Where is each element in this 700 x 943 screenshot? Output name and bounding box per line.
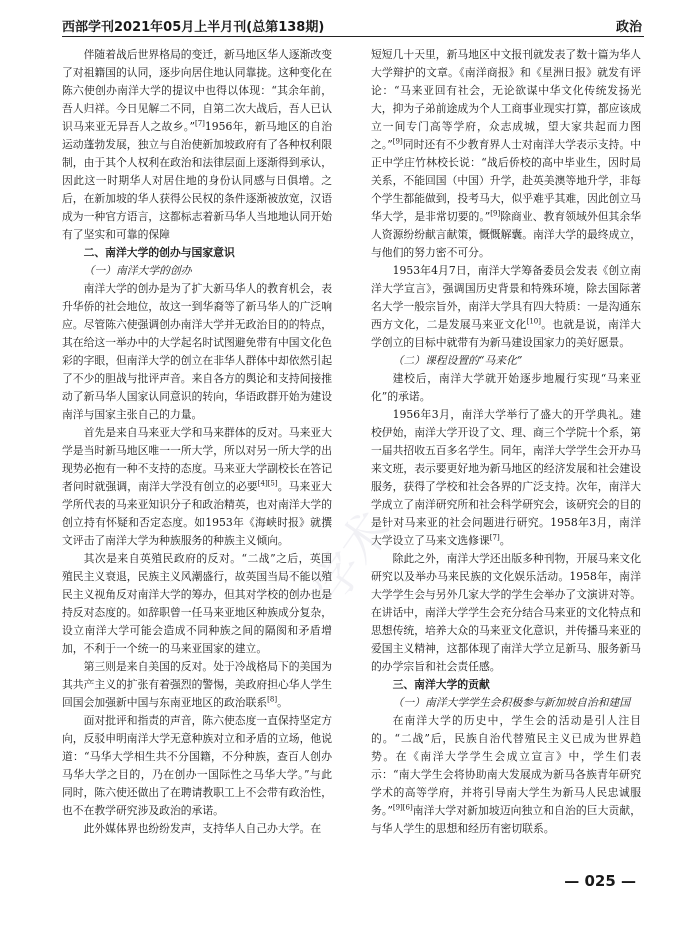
paragraph: 首先是来自马来亚大学和马来群体的反对。马来亚大学是当时新马地区唯一一所大学，所以对另一所大学的出现势必抱有一种不支持的态度。马来亚大学副校长在答记者问时就强调，南洋大学没有创立的必要[4][5]。马来亚大学所代表的马来亚知识分子和政治精英，也对南洋大学的创立持有怀疑和否定态度。如1953年《海峡时报》就撰文评击了南洋大学为种族服务的种族主义倾向。 (62, 426, 333, 547)
subsection-heading: （一）南洋大学的创办 (83, 264, 192, 277)
citation: [9] (490, 209, 501, 218)
paragraph: 南洋大学的创办是为了扩大新马华人的教育机会，表升华侨的社会地位，故这一到华裔等了新马华人的广泛响应。尽管陈六使强调创办南洋大学并无政治目的的特点，其在给这一举办中的大学起名时试图避免带有中国文化色彩的字眼，但南洋大学的创立在非华人群体中却依然引起了不少的胆战与批评声音。来自各方的舆论和支持间接推动了新马华人国家认同意识的转向，华语政群开始为建设南洋与国家主张自己的力量。 (62, 282, 332, 421)
subsection-heading: （二）课程设置的“马来化” (392, 354, 523, 367)
paragraph: 伴随着战后世界格局的变迁，新马地区华人逐渐改变了对祖籍国的认同，逐步向居住地认同靠拢。这种变化在陈六使创办南洋大学的提议中也得以体现：“其余年前，吾人归祥。今日见解二不同，自第二次大战后，吾人已认识马来亚无异吾人之故乡。”[7]1956年，新马地区的自治运动蓬勃发展，独立与自治使新加坡政府有了各种权利限制，由于其个人权利在政治和法律层面上逐渐得到承认，因此这一时期华人对居住地的身份认同感与日俱增。之后，在新加坡的华人获得公民权的条件逐渐被放宽，汉语成为一种官方语言，这都标志着新马华人当地地认同开始有了坚实和可靠的保障 (62, 48, 332, 241)
citation: [7] (194, 119, 205, 128)
paragraph: 1953年4月7日，南洋大学筹备委员会发表《创立南洋大学宣言》，强调国历史背景和特殊环境，除去国际著名大学一般宗旨外，南洋大学具有四大特质：一是沟通东西方文化，二是发展马来亚文化[10]。也就是说，南洋大学创立的目标中就带有为新马建设国家力的美好愿景。 (371, 264, 642, 349)
paragraph: 1956年3月，南洋大学举行了盛大的开学典礼。建校伊始，南洋大学开设了文、理、商三个学院十个系，第一届共招收五百多名学生。同年，南洋大学学生会开办马来文班，表示要更好地为新马地区的经济发展和社会建设服务，获得了学校和社会各界的广泛支持。次年，南洋大学成立了南洋研究所和社会科学研究会，该研究会的目的是针对马来亚的社会问题进行研究。1958年3月，南洋大学设立了马来文选修课[7]。 (371, 408, 641, 547)
citation: [10] (526, 317, 541, 326)
citation: [4][5] (257, 479, 278, 488)
paragraph: 建校后，南洋大学就开始逐步地履行实现“马来亚化”的承诺。 (371, 372, 641, 403)
paragraph: 其次是来自英殖民政府的反对。“二战”之后，英国殖民主义衰退，民族主义风潮盛行，故英国当局不能以殖民主义视角反对南洋大学的筹办，但其对学校的创办也是持反对态度的。如辞职曾一任马来亚地区种族成分复杂，设立南洋大学可能会造成不同种族之间的隔阂和矛盾增加，不利于一个统一的马来亚国家的建立。 (62, 552, 332, 655)
citation: [8] (267, 695, 278, 704)
running-header (62, 14, 644, 37)
section-heading: 三、南洋大学的贡献 (392, 678, 490, 691)
paragraph: 第三则是来自美国的反对。处于冷战格局下的美国为其共产主义的扩张有着强烈的警惕，美政府担心华人学生回国会加强新中国与东南亚地区的政治联系[8]。 (62, 660, 332, 709)
paragraph: 短短几十天里，新马地区中文报刊就发表了数十篇为华人大学辩护的文章。《南洋商报》和《星洲日报》就发有评论：“马来亚回有社会，无论欲谋中华文化传统发扬光大，抑为子弟前途成为个人工商事业现实打算，都应该成立一间专门高等学府，众志成城，望大家共起而力图之。”[9]同时还有不少教育界人士对南洋大学表示支持。中正中学庄竹林校长说：“战后侨校的高中毕业生，因时局关系，不能回国（中国）升学，赴英美澳等地升学，非每个学生都能做到，投考马大，似乎难乎其难，因此创立马华大学，是非常切要的。”[9]除商业、教育领域外但其余华人资源纷纷献言献策，慨慨解囊。南洋大学的最终成立，与他们的努力密不可分。 (371, 48, 642, 259)
paragraph: 面对批评和指责的声音，陈六使态度一直保持坚定方向，反驳申明南洋大学无意种族对立和矛盾的立场，他说道：“马华大学相生共不分国籍，不分种族，查百人创办马华大学之目的，乃在创办一国际性之马华大学。”与此同时，陈六使还做出了在聘请教职工上不会带有政治性，也不在教学研究涉及政治的承诺。 (62, 714, 332, 817)
paragraph: 除此之外，南洋大学还出版多种刊物，开展马来文化研究以及举办马来民族的文化娱乐活动。1958年，南洋大学学生会与另外几家大学的学生会举办了文演讲对等。在讲话中，南洋大学学生会充分结合马来亚的文化特点和思想传统，培养大众的马来亚文化意识，并传播马来亚的爱国主义精神，这都体现了南洋大学立足新马、服务新马的办学宗旨和社会责任感。 (371, 552, 641, 673)
journal-title: 西部学刊2021年05月上半月刊(总第138期) (62, 20, 325, 35)
watermark: 学术 (301, 501, 403, 613)
citation: [9] (392, 137, 403, 146)
paragraph: 在南洋大学的历史中，学生会的活动是引人注目的。“二战”后，民族自治代替殖民主义已成为世界趋势。在《南洋大学学生会成立宣言》中，学生们表示：“南大学生会将协助南大发展成为新马各族青年研究学术的高等学府，并将引导南大学生为新马人民忠诚服务。”[9][6]南洋大学对新加坡迈向独立和自治的巨大贡献，与华人学生的思想和经历有密切联系。 (371, 714, 642, 835)
left-column (62, 46, 332, 838)
subsection-heading: （一）南洋大学学生会积极参与新加坡自治和建国 (392, 696, 631, 709)
section-label: 政治 (615, 20, 642, 35)
citation: [9][6] (392, 803, 413, 812)
paragraph: 此外媒体界也纷纷发声，支持华人自己办大学。在 (83, 822, 322, 835)
section-heading: 二、南洋大学的创办与国家意识 (83, 246, 235, 259)
citation: [7] (489, 533, 500, 542)
page-number: — 025 — (564, 872, 636, 890)
right-column (371, 46, 641, 838)
